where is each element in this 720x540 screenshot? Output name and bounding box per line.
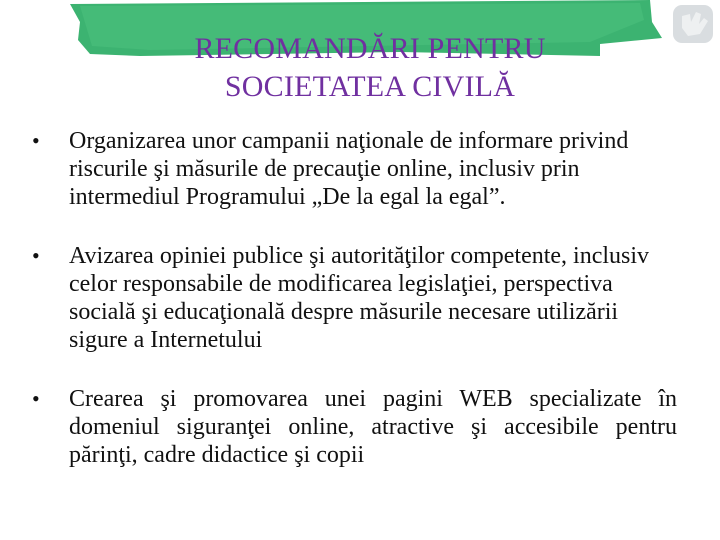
bullet-marker: • xyxy=(32,128,40,153)
title-line-2: SOCIETATEA CIVILĂ xyxy=(224,70,516,103)
title-line-1: RECOMANDĂRI PENTRU xyxy=(194,32,546,65)
list-item xyxy=(32,385,677,469)
stop-sign-icon xyxy=(670,2,716,46)
list-item xyxy=(32,127,677,211)
bullet-marker: • xyxy=(32,386,40,411)
recommendations-list xyxy=(32,127,677,469)
list-item-text: Avizarea opiniei publice şi autorităţilor competente, inclusiv celor responsabile de modificarea legislaţiei, perspectiva socială şi educaţională despre măsurile necesare utilizării sigure a Internetului xyxy=(69,243,650,353)
bullet-marker: • xyxy=(32,243,40,268)
page-title xyxy=(100,30,640,106)
list-item-text: Organizarea unor campanii naţionale de informare privind riscurile şi măsurile de precauţie online, inclusiv prin intermediul Programului „De la egal la egal”. xyxy=(69,128,629,210)
list-item xyxy=(32,242,677,354)
list-item-text: Crearea şi promovarea unei pagini WEB specializate în domeniul siguranţei online, atractive şi accesibile pentru părinţi, cadre didactice şi copii xyxy=(69,386,677,468)
